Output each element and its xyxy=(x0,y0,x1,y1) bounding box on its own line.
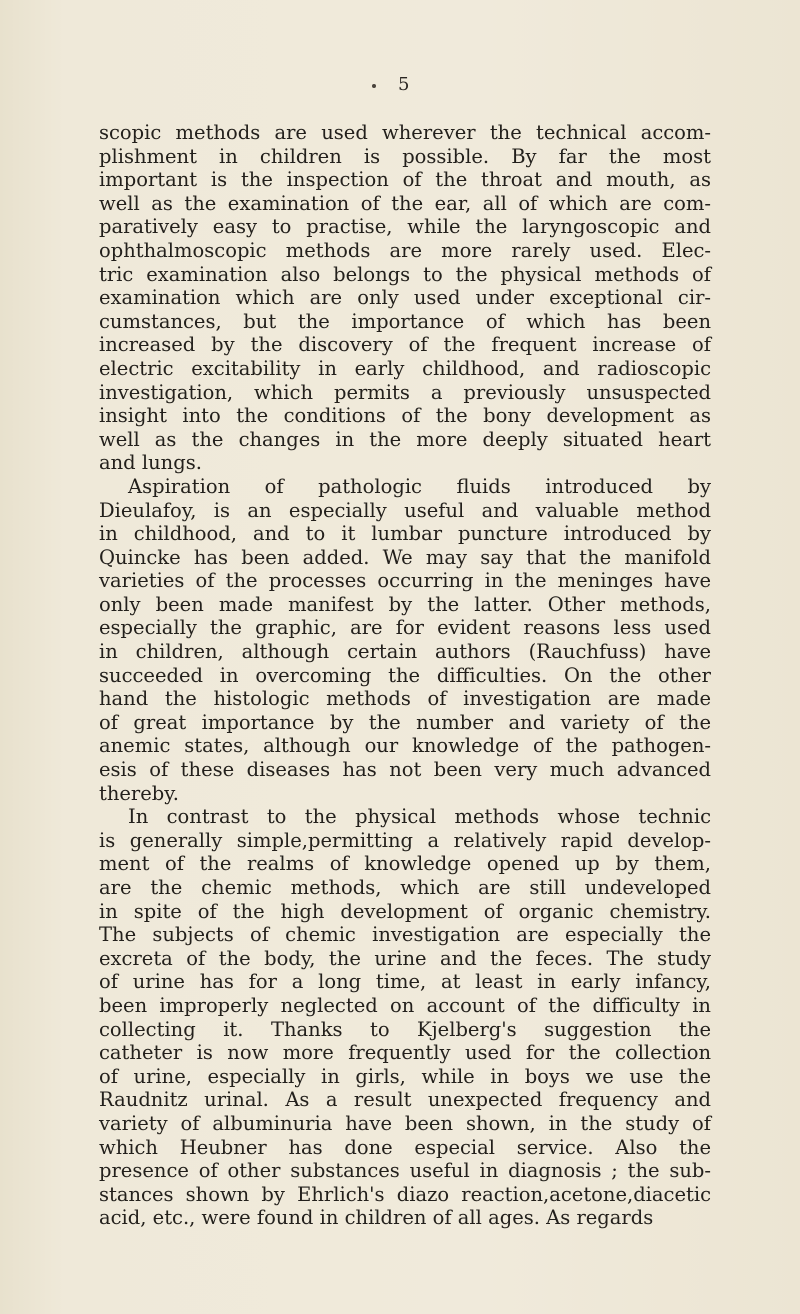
text-line: are the chemic methods, which are still undeveloped xyxy=(99,876,711,899)
text-line: Dieulafoy, is an especially useful and valuable method xyxy=(99,498,711,522)
text-line: Quincke has been added. We may say that the manifold xyxy=(99,545,711,569)
text-line: ment of the realms of knowledge opened up by them, xyxy=(99,852,711,876)
text-line: of urine has for a long time, at least in early infancy, xyxy=(99,970,711,994)
text-line: in spite of the high development of organic chemistry. xyxy=(99,899,711,923)
text-line: excreta of the body, the urine and the feces. The study xyxy=(99,946,711,970)
page-number: 5 xyxy=(398,74,410,95)
text-line: Raudnitz urinal. As a result unexpected frequency and xyxy=(99,1088,711,1112)
text-line: insight into the conditions of the bony development as xyxy=(99,404,711,428)
text-line: increased by the discovery of the frequent increase of xyxy=(99,333,711,357)
text-line: collecting it. Thanks to Kjelberg's suggestion the xyxy=(99,1017,711,1041)
text-line: and lungs. xyxy=(99,451,202,475)
text-line: of urine, especially in girls, while in boys we use the xyxy=(99,1064,711,1088)
text-line: presence of other substances useful in diagnosis ; the sub- xyxy=(99,1159,711,1183)
text-line: especially the graphic, are for evident reasons less used xyxy=(99,616,711,640)
text-line: acid, etc., were found in children of all ages. As regards xyxy=(99,1206,654,1230)
text-line: in children, although certain authors (Rauchfuss) have xyxy=(99,640,711,664)
text-line: well as the examination of the ear, all of which are com- xyxy=(99,191,711,215)
text-line: thereby. xyxy=(99,781,179,805)
text-line: examination which are only used under exceptional cir- xyxy=(99,286,711,310)
text-line: of great importance by the number and variety of the xyxy=(99,710,711,734)
text-line: hand the histologic methods of investigation are made xyxy=(99,687,711,711)
text-line: In contrast to the physical methods whose technic xyxy=(128,805,711,829)
text-line: varieties of the processes occurring in the meninges have xyxy=(99,569,711,593)
text-line: succeeded in overcoming the difficulties. On the other xyxy=(99,663,711,687)
text-line: well as the changes in the more deeply situated heart xyxy=(99,427,711,451)
text-line: tric examination also belongs to the physical methods of xyxy=(99,262,711,286)
text-line: important is the inspection of the throat and mouth, as xyxy=(99,168,711,192)
text-line: investigation, which permits a previously unsuspected xyxy=(99,380,711,404)
text-line: only been made manifest by the latter. Other methods, xyxy=(99,592,711,616)
text-line: paratively easy to practise, while the laryngoscopic and xyxy=(99,215,711,239)
text-line: anemic states, although our knowledge of the pathogen- xyxy=(99,734,711,758)
text-line: stances shown by Ehrlich's diazo reaction,acetone,diacetic xyxy=(99,1182,711,1206)
text-line: which Heubner has done especial service. Also the xyxy=(99,1135,711,1159)
text-line: Aspiration of pathologic fluids introduced by xyxy=(128,474,711,498)
text-line: catheter is now more frequently used for the collection xyxy=(99,1041,711,1065)
text-line: in childhood, and to it lumbar puncture introduced by xyxy=(99,522,711,546)
text-line: been improperly neglected on account of the difficulty in xyxy=(99,993,711,1017)
text-line: scopic methods are used wherever the technical accom- xyxy=(99,121,711,144)
text-line: variety of albuminuria have been shown, in the study of xyxy=(99,1111,711,1135)
text-line: electric excitability in early childhood, and radioscopic xyxy=(99,356,711,380)
text-line: plishment in children is possible. By far the most xyxy=(99,144,711,168)
text-line: ophthalmoscopic methods are more rarely used. Elec- xyxy=(99,238,711,262)
text-line: The subjects of chemic investigation are especially the xyxy=(99,923,711,947)
text-line: esis of these diseases has not been very much advanced xyxy=(99,758,711,782)
text-line: is generally simple,permitting a relatively rapid develop- xyxy=(99,828,711,852)
page-mark xyxy=(372,84,376,88)
text-line: cumstances, but the importance of which has been xyxy=(99,309,711,333)
body-text xyxy=(99,121,711,1230)
